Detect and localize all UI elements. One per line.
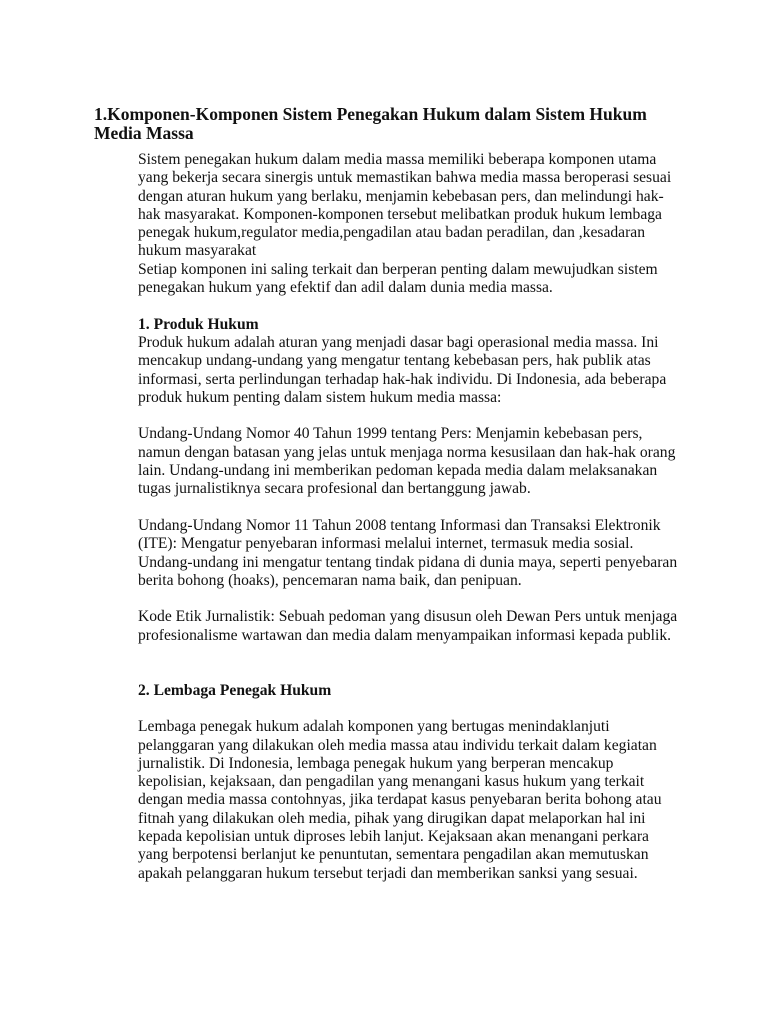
document-body xyxy=(138,151,698,883)
paragraph-spacer xyxy=(138,590,698,608)
intro-paragraph: Setiap komponen ini saling terkait dan berperan penting dalam mewujudkan sistem penegakan hukum yang efektif dan adil dalam dunia media massa. xyxy=(138,260,658,297)
intro-paragraph: Sistem penegakan hukum dalam media massa memiliki beberapa komponen utama yang bekerja secara sinergis untuk memastikan bahwa media massa beroperasi sesuai dengan aturan hukum yang berlaku, menjamin kebebasan pers, dan melindungi hak- hak masyarakat. Komponen-komponen tersebut melibatkan produk hukum lembaga penegak hukum,regulator media,pengadilan atau badan peradilan, dan ,kesadaran hukum masyarakat xyxy=(138,151,672,260)
section-spacer xyxy=(138,645,698,682)
section-paragraph: Produk hukum adalah aturan yang menjadi dasar bagi operasional media massa. Ini mencakup undang-undang yang mengatur tentang kebebasan pers, hak publik atas informasi, serta perlindungan terhadap hak-hak individu. Di Indonesia, ada beberapa produk hukum penting dalam sistem hukum media massa: xyxy=(138,333,667,406)
paragraph-spacer xyxy=(138,700,698,718)
section-paragraph: Undang-Undang Nomor 11 Tahun 2008 tentang Informasi dan Transaksi Elektronik (ITE): Mengatur penyebaran informasi melalui internet, termasuk media sosial. Undang-undang ini mengatur tentang tindak pidana di dunia maya, seperti penyebaran berita bohong (hoaks), pencemaran nama baik, dan penipuan. xyxy=(138,516,678,589)
section-paragraph: Lembaga penegak hukum adalah komponen yang bertugas menindaklanjuti pelanggaran yang dilakukan oleh media massa atau individu terkait dalam kegiatan jurnalistik. Di Indonesia, lembaga penegak hukum yang berperan mencakup kepolisian, kejaksaan, dan pengadilan yang menangani kasus hukum yang terkait dengan media massa contohnyas, jika terdapat kasus penyebaran berita bohong atau fitnah yang dilakukan oleh media, pihak yang dirugikan dapat melaporkan hal ini kepada kepolisian untuk diproses lebih lanjut. Kejaksaan akan menangani perkara yang berpotensi berlanjut ke penuntutan, sementara pengadilan akan memutuskan apakah pelanggaran hukum tersebut terjadi dan memberikan sanksi yang sesuai. xyxy=(138,718,662,882)
section-paragraph: Undang-Undang Nomor 40 Tahun 1999 tentang Pers: Menjamin kebebasan pers, namun dengan batasan yang jelas untuk menjaga norma kesusilaan dan hak-hak orang lain. Undang-undang ini memberikan pedoman kepada media dalam melaksanakan tugas jurnalistiknya secara profesional dan bertanggung jawab. xyxy=(138,425,676,498)
section-heading-lembaga-penegak-hukum: 2. Lembaga Penegak Hukum xyxy=(138,681,332,699)
section-heading-produk-hukum: 1. Produk Hukum xyxy=(138,315,259,333)
paragraph-spacer xyxy=(138,297,698,315)
document-title: 1.Komponen-Komponen Sistem Penegakan Hukum dalam Sistem Hukum Media Massa xyxy=(94,104,647,143)
section-paragraph: Kode Etik Jurnalistik: Sebuah pedoman yang disusun oleh Dewan Pers untuk menjaga profesionalisme wartawan dan media dalam menyampaikan informasi kepada publik. xyxy=(138,608,678,644)
paragraph-spacer xyxy=(138,407,698,425)
paragraph-spacer xyxy=(138,499,698,517)
